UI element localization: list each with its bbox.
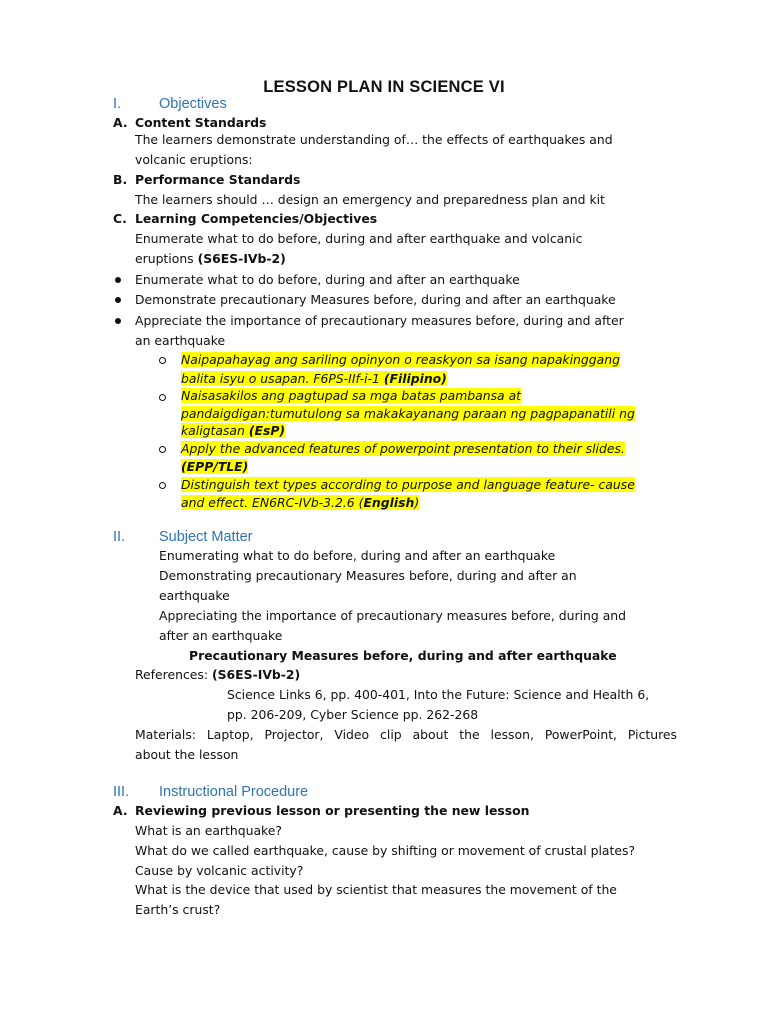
integration-english: and effect. EN6RC-IVb-3.2.6 (English)	[181, 495, 420, 510]
references-label: References:	[135, 667, 212, 682]
review-question: What is an earthquake?	[135, 823, 282, 838]
integration-filipino: Naipapahayag ang sariling opinyon o reaskyon sa isang napakinggang	[181, 352, 620, 367]
section-number: III.	[113, 784, 130, 800]
subheading-letter: C.	[113, 211, 127, 226]
content-standards-heading: Content Standards	[135, 115, 267, 130]
content-standards-text: volcanic eruptions:	[135, 152, 253, 167]
integration-english: Distinguish text types according to purpose and language feature- cause	[181, 477, 635, 492]
circle-bullet-icon	[159, 357, 166, 364]
competencies-text	[135, 249, 286, 269]
document-title: LESSON PLAN IN SCIENCE VI	[263, 78, 505, 96]
competencies-text: Enumerate what to do before, during and after earthquake and volcanic	[135, 231, 583, 246]
integration-esp: kaligtasan (EsP)	[181, 423, 286, 438]
subject-tag: (EsP)	[248, 423, 286, 438]
subject-tag: (Filipino)	[383, 371, 447, 386]
circle-bullet-icon	[159, 394, 166, 401]
subject-matter-text: Demonstrating precautionary Measures before, during and after an	[159, 568, 577, 583]
references-line	[135, 665, 300, 685]
procedure-a-heading: Reviewing previous lesson or presenting the new lesson	[135, 803, 530, 818]
objective-bullet-item-cont: an earthquake	[135, 333, 226, 348]
integration-esp: Naisasakilos ang pagtupad sa mga batas pambansa at	[181, 388, 522, 403]
performance-standards-text: The learners should … design an emergency and preparedness plan and kit	[135, 192, 605, 207]
bullet-icon	[115, 277, 121, 283]
integration-esp: pandaigdigan:tumutulong sa makakayanang paraan ng pagpapanatili ng	[181, 406, 635, 421]
section-label: Instructional Procedure	[159, 784, 309, 800]
review-question: Cause by volcanic activity?	[135, 863, 304, 878]
objective-bullet-item: Demonstrate precautionary Measures before, during and after an earthquake	[135, 292, 616, 307]
competencies-text-part: eruptions	[135, 251, 198, 266]
references-text: pp. 206-209, Cyber Science pp. 262-268	[227, 707, 479, 722]
subject-matter-text: Appreciating the importance of precautionary measures before, during and	[159, 608, 627, 623]
circle-bullet-icon	[159, 446, 166, 453]
subject-tag: (EPP/TLE)	[181, 459, 249, 474]
references-text: Science Links 6, pp. 400-401, Into the Future: Science and Health 6,	[227, 687, 650, 702]
integration-epp: Apply the advanced features of powerpoint presentation to their slides.	[181, 441, 625, 456]
bullet-icon	[115, 318, 121, 324]
integration-epp	[181, 457, 248, 477]
competencies-heading: Learning Competencies/Objectives	[135, 211, 378, 226]
review-question: Earth’s crust?	[135, 902, 221, 917]
review-question: What do we called earthquake, cause by shifting or movement of crustal plates?	[135, 843, 636, 858]
subject-topic: Precautionary Measures before, during and after earthquake	[189, 648, 617, 663]
circle-bullet-icon	[159, 482, 166, 489]
integration-filipino: balita isyu o usapan. F6PS-IIf-i-1 (Filipino)	[181, 371, 447, 386]
section-number: II.	[113, 529, 126, 545]
subject-matter-text: earthquake	[159, 588, 230, 603]
subject-tag: English	[363, 495, 415, 510]
materials-text: about the lesson	[135, 747, 239, 762]
performance-standards-heading: Performance Standards	[135, 172, 301, 187]
references-code: (S6ES-IVb-2)	[211, 667, 301, 682]
bullet-icon	[115, 297, 121, 303]
review-question: What is the device that used by scientist that measures the movement of the	[135, 882, 617, 897]
subject-matter-text: after an earthquake	[159, 628, 283, 643]
competency-code: (S6ES-IVb-2)	[197, 251, 286, 266]
subheading-letter: B.	[113, 172, 128, 187]
content-standards-text: The learners demonstrate understanding of… the effects of earthquakes and	[135, 132, 613, 147]
objective-bullet-item: Enumerate what to do before, during and after an earthquake	[135, 272, 520, 287]
section-label: Subject Matter	[159, 529, 253, 545]
section-number: I.	[113, 96, 122, 112]
materials-text: Materials: Laptop, Projector, Video clip about the lesson, PowerPoint, Pictures	[135, 727, 677, 742]
subject-matter-text: Enumerating what to do before, during and after an earthquake	[159, 548, 556, 563]
objective-bullet-item: Appreciate the importance of precautionary measures before, during and after	[135, 313, 624, 328]
subheading-letter: A.	[113, 115, 128, 130]
section-label: Objectives	[159, 96, 227, 112]
subheading-letter: A.	[113, 803, 128, 818]
